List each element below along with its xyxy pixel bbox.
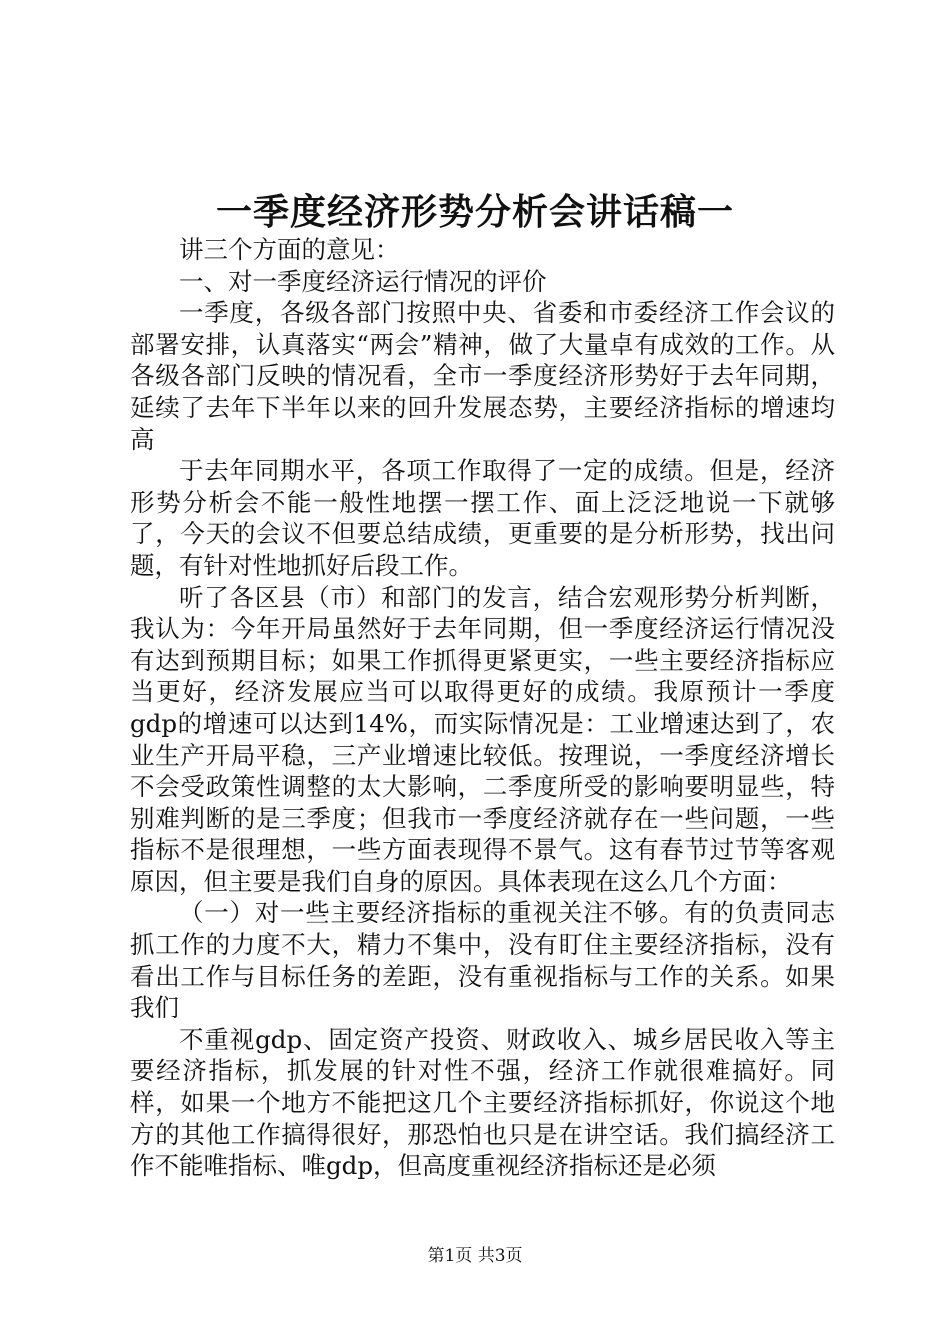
document-title: 一季度经济形势分析会讲话稿一	[215, 191, 734, 233]
section-heading-1: 一、对一季度经济运行情况的评价	[179, 266, 547, 296]
paragraph: （一）对一些主要经济指标的重视关注不够。有的负责同志抓工作的力度不大，精力不集中，没有盯住主要经济指标，没有看出工作与目标任务的差距，没有重视指标与工作的关系。如果我们	[130, 898, 835, 1023]
paragraph: 不重视gdp、固定资产投资、财政收入、城乡居民收入等主要经济指标，抓发展的针对性不强，经济工作就很难搞好。同样，如果一个地方不能把这几个主要经济指标抓好，你说这个地方的其他工作搞得很好，那恐怕也只是在讲空话。我们搞经济工作不能唯指标、唯gdp，但高度重视经济指标还是必须	[130, 1024, 835, 1181]
page-number-footer: 第1页 共3页	[427, 1246, 523, 1266]
paragraph: 于去年同期水平，各项工作取得了一定的成绩。但是，经济形势分析会不能一般性地摆一摆工作、面上泛泛地说一下就够了，今天的会议不但要总结成绩，更重要的是分析形势，找出问题，有针对性地抓好后段工作。	[130, 456, 835, 580]
paragraph: 一季度，各级各部门按照中央、省委和市委经济工作会议的部署安排，认真落实“两会”精神，做了大量卓有成效的工作。从各级各部门反映的情况看，全市一季度经济形势好于去年同期，延续了去年下半年以来的回升发展态势，主要经济指标的增速均高	[130, 298, 835, 454]
paragraph: 听了各区县（市）和部门的发言，结合宏观形势分析判断，我认为：今年开局虽然好于去年同期，但一季度经济运行情况没有达到预期目标；如果工作抓得更紧更实，一些主要经济指标应当更好，经济发展应当可以取得更好的成绩。我原预计一季度gdp的增速可以达到14%，而实际情况是：工业增速达到了，农业生产开局平稳，三产业增速比较低。按理说，一季度经济增长不会受政策性调整的太大影响，二季度所受的影响要明显些，特别难判断的是三季度；但我市一季度经济就存在一些问题，一些指标不是很理想，一些方面表现得不景气。这有春节过节等客观原因，但主要是我们自身的原因。具体表现在这么几个方面：	[130, 582, 835, 896]
paragraph-intro: 讲三个方面的意见：	[179, 235, 400, 264]
document-body	[130, 234, 835, 1182]
